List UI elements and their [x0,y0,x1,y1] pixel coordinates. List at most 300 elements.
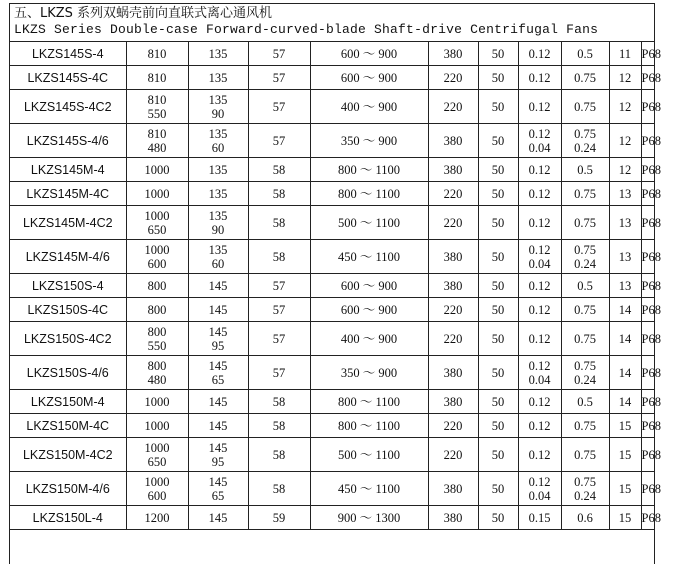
col2-cell [188,274,248,298]
col8-cell [561,42,609,66]
col5-cell: 380 [428,124,478,158]
cell-value: 0.5 [577,278,593,293]
col4-cell: 800 ～ 1100 [310,158,428,182]
col3-cell: 58 [248,158,310,182]
col10-cell: P68 [641,322,654,356]
cell-value: 0.75 [574,358,596,373]
col7-cell [518,206,561,240]
cell-value: 0.12 [528,99,551,114]
cell-value: 0.75 [574,126,596,141]
table-row [10,182,654,206]
col10-cell: P68 [641,506,654,530]
col10-cell: P68 [641,182,654,206]
col7-cell [518,182,561,206]
col6-cell: 50 [478,322,518,356]
col1-cell [126,90,188,124]
model-cell: LKZS145M-4/6 [10,240,126,274]
cell-value: 0.24 [574,372,596,387]
col3-cell: 58 [248,240,310,274]
model-cell: LKZS145S-4C [10,66,126,90]
col3-cell: 58 [248,182,310,206]
col9-cell: 12 [609,124,641,158]
col7-cell [518,158,561,182]
cell-value: 0.12 [528,302,551,317]
cell-value: 145 [208,418,228,433]
col1-cell [126,390,188,414]
model-cell: LKZS145M-4C [10,182,126,206]
col9-cell: 15 [609,438,641,472]
model-cell: LKZS150M-4C2 [10,438,126,472]
col6-cell: 50 [478,472,518,506]
col7-cell [518,42,561,66]
cell-value: 0.75 [574,99,596,114]
cell-value: 0.75 [574,70,596,85]
col2-cell [188,472,248,506]
cell-value: 1000 [144,186,170,201]
cell-value: 0.24 [574,256,596,271]
model-cell: LKZS150S-4 [10,274,126,298]
col8-cell [561,438,609,472]
model-cell: LKZS145S-4/6 [10,124,126,158]
cell-value: 810 [147,92,167,107]
col6-cell: 50 [478,124,518,158]
col9-cell: 14 [609,322,641,356]
col8-cell [561,274,609,298]
col6-cell: 50 [478,182,518,206]
cell-value: 0.75 [574,215,596,230]
col5-cell: 380 [428,42,478,66]
col10-cell: P68 [641,90,654,124]
title-chinese: 五、LKZS 系列双蜗壳前向直联式离心通风机 [14,6,273,21]
col8-cell [561,240,609,274]
cell-value: 0.12 [528,394,551,409]
col10-cell: P68 [641,158,654,182]
title-block [10,4,654,42]
col4-cell: 600 ～ 900 [310,66,428,90]
col8-cell [561,90,609,124]
col5-cell: 380 [428,274,478,298]
cell-value: 135 [208,126,228,141]
col6-cell: 50 [478,414,518,438]
cell-value: 810 [147,46,167,61]
col9-cell: 14 [609,356,641,390]
col4-cell: 350 ～ 900 [310,356,428,390]
col8-cell [561,472,609,506]
cell-value: 0.75 [574,331,596,346]
col2-cell [188,206,248,240]
cell-value: 1000 [144,418,170,433]
col7-cell [518,124,561,158]
col8-cell [561,390,609,414]
col9-cell: 11 [609,42,641,66]
col4-cell: 350 ～ 900 [310,124,428,158]
model-cell: LKZS150M-4/6 [10,472,126,506]
col7-cell [518,390,561,414]
table-row [10,414,654,438]
col3-cell: 58 [248,390,310,414]
model-cell: LKZS145M-4 [10,158,126,182]
cell-value: 145 [208,358,228,373]
table-row [10,206,654,240]
col4-cell: 800 ～ 1100 [310,182,428,206]
col3-cell: 57 [248,298,310,322]
model-cell: LKZS150M-4C [10,414,126,438]
col9-cell: 15 [609,506,641,530]
col4-cell: 500 ～ 1100 [310,206,428,240]
col7-cell [518,356,561,390]
table-row [10,356,654,390]
cell-value: 0.5 [577,162,593,177]
col3-cell: 57 [248,356,310,390]
model-cell: LKZS145S-4C2 [10,90,126,124]
col10-cell: P68 [641,390,654,414]
col6-cell: 50 [478,240,518,274]
cell-value: 800 [147,302,167,317]
cell-value: 0.75 [574,186,596,201]
cell-value: 0.12 [528,447,551,462]
model-cell: LKZS145M-4C2 [10,206,126,240]
col4-cell: 600 ～ 900 [310,42,428,66]
cell-value: 0.75 [574,418,596,433]
col6-cell: 50 [478,390,518,414]
cell-value: 135 [208,186,228,201]
cell-value: 0.75 [574,447,596,462]
cell-value: 0.15 [528,510,551,525]
cell-value: 0.04 [528,372,551,387]
cell-value: 650 [147,222,167,237]
col6-cell: 50 [478,438,518,472]
col4-cell: 600 ～ 900 [310,298,428,322]
cell-value: 1000 [144,440,170,455]
cell-value: 0.04 [528,140,551,155]
col10-cell: P68 [641,42,654,66]
cell-value: 800 [147,358,167,373]
cell-value: 0.5 [577,394,593,409]
col7-cell [518,298,561,322]
table-row [10,42,654,66]
cell-value: 650 [147,454,167,469]
cell-value: 810 [147,126,167,141]
cell-value: 0.5 [577,46,593,61]
col4-cell: 600 ～ 900 [310,274,428,298]
col6-cell: 50 [478,356,518,390]
col5-cell: 380 [428,158,478,182]
col4-cell: 800 ～ 1100 [310,390,428,414]
col1-cell [126,42,188,66]
cell-value: 1000 [144,242,170,257]
col2-cell [188,356,248,390]
col5-cell: 220 [428,66,478,90]
col1-cell [126,66,188,90]
col6-cell: 50 [478,298,518,322]
col1-cell [126,438,188,472]
col3-cell: 58 [248,414,310,438]
model-cell: LKZS145S-4 [10,42,126,66]
col7-cell [518,90,561,124]
col5-cell: 380 [428,390,478,414]
col6-cell: 50 [478,90,518,124]
cell-value: 600 [147,256,167,271]
model-cell: LKZS150S-4/6 [10,356,126,390]
col5-cell: 220 [428,322,478,356]
col5-cell: 220 [428,414,478,438]
col9-cell: 13 [609,206,641,240]
cell-value: 145 [208,394,228,409]
col10-cell: P68 [641,438,654,472]
cell-value: 0.24 [574,140,596,155]
col5-cell: 220 [428,438,478,472]
col9-cell: 15 [609,472,641,506]
table-row [10,158,654,182]
col5-cell: 380 [428,356,478,390]
col1-cell [126,356,188,390]
col1-cell [126,124,188,158]
col9-cell: 13 [609,240,641,274]
col9-cell: 13 [609,274,641,298]
col6-cell: 50 [478,506,518,530]
cell-value: 145 [208,324,228,339]
cell-value: 145 [208,474,228,489]
cell-value: 95 [211,454,225,469]
col8-cell [561,414,609,438]
cell-value: 0.04 [528,488,551,503]
col10-cell: P68 [641,472,654,506]
cell-value: 0.6 [577,510,593,525]
cell-value: 90 [211,222,225,237]
col1-cell [126,414,188,438]
cell-value: 60 [211,256,225,271]
cell-value: 0.12 [528,331,551,346]
spec-sheet [9,3,661,564]
col3-cell: 58 [248,472,310,506]
table-row [10,298,654,322]
cell-value: 0.75 [574,302,596,317]
cell-value: 0.12 [528,358,551,373]
col5-cell: 220 [428,206,478,240]
col9-cell: 12 [609,90,641,124]
cell-value: 1000 [144,208,170,223]
cell-value: 0.12 [528,186,551,201]
col5-cell: 220 [428,90,478,124]
table-row [10,506,654,530]
col7-cell [518,414,561,438]
col9-cell: 12 [609,66,641,90]
col8-cell [561,182,609,206]
fan-spec-table [10,42,661,530]
col10-cell: P68 [641,414,654,438]
col5-cell: 380 [428,472,478,506]
col5-cell: 380 [428,506,478,530]
model-cell: LKZS150L-4 [10,506,126,530]
col7-cell [518,472,561,506]
cell-value: 90 [211,106,225,121]
cell-value: 0.04 [528,256,551,271]
col3-cell: 57 [248,274,310,298]
cell-value: 0.12 [528,126,551,141]
col9-cell: 12 [609,158,641,182]
cell-value: 800 [147,324,167,339]
col3-cell: 58 [248,206,310,240]
cell-value: 0.12 [528,70,551,85]
cell-value: 95 [211,338,225,353]
table-row [10,240,654,274]
cell-value: 135 [208,92,228,107]
col10-cell: P68 [641,206,654,240]
cell-value: 0.75 [574,242,596,257]
col8-cell [561,356,609,390]
model-cell: LKZS150M-4 [10,390,126,414]
cell-value: 145 [208,510,228,525]
col2-cell [188,414,248,438]
col1-cell [126,158,188,182]
col10-cell: P68 [641,124,654,158]
col5-cell: 220 [428,298,478,322]
cell-value: 135 [208,162,228,177]
cell-value: 480 [147,372,167,387]
col7-cell [518,274,561,298]
col1-cell [126,506,188,530]
col7-cell [518,322,561,356]
col2-cell [188,438,248,472]
cell-value: 135 [208,46,228,61]
col2-cell [188,298,248,322]
col2-cell [188,322,248,356]
col2-cell [188,390,248,414]
col8-cell [561,206,609,240]
table-row [10,66,654,90]
cell-value: 0.12 [528,418,551,433]
col10-cell: P68 [641,240,654,274]
col2-cell [188,66,248,90]
col5-cell: 220 [428,182,478,206]
cell-value: 550 [147,338,167,353]
col6-cell: 50 [478,158,518,182]
cell-value: 145 [208,440,228,455]
cell-value: 800 [147,278,167,293]
cell-value: 0.75 [574,474,596,489]
col1-cell [126,322,188,356]
col2-cell [188,240,248,274]
cell-value: 550 [147,106,167,121]
col4-cell: 400 ～ 900 [310,322,428,356]
col4-cell: 900 ～ 1300 [310,506,428,530]
col1-cell [126,298,188,322]
col3-cell: 59 [248,506,310,530]
col8-cell [561,298,609,322]
cell-value: 1200 [144,510,170,525]
col7-cell [518,66,561,90]
col3-cell: 57 [248,66,310,90]
col6-cell: 50 [478,66,518,90]
col7-cell [518,438,561,472]
model-cell: LKZS150S-4C2 [10,322,126,356]
col5-cell: 380 [428,240,478,274]
cell-value: 0.12 [528,242,551,257]
table-row [10,390,654,414]
col4-cell: 500 ～ 1100 [310,438,428,472]
col3-cell: 57 [248,322,310,356]
col3-cell: 57 [248,124,310,158]
cell-value: 145 [208,278,228,293]
col3-cell: 57 [248,90,310,124]
col4-cell: 800 ～ 1100 [310,414,428,438]
col6-cell: 50 [478,274,518,298]
cell-value: 65 [211,488,225,503]
col10-cell: P68 [641,298,654,322]
model-cell: LKZS150S-4C [10,298,126,322]
cell-value: 0.12 [528,162,551,177]
col8-cell [561,66,609,90]
col1-cell [126,182,188,206]
col2-cell [188,90,248,124]
table-row [10,322,654,356]
col7-cell [518,240,561,274]
cell-value: 810 [147,70,167,85]
cell-value: 135 [208,70,228,85]
col4-cell: 450 ～ 1100 [310,472,428,506]
table-row [10,472,654,506]
col10-cell: P68 [641,356,654,390]
col6-cell: 50 [478,42,518,66]
col1-cell [126,472,188,506]
col2-cell [188,124,248,158]
cell-value: 60 [211,140,225,155]
cell-value: 135 [208,242,228,257]
col1-cell [126,274,188,298]
col10-cell: P68 [641,66,654,90]
cell-value: 1000 [144,474,170,489]
col4-cell: 450 ～ 1100 [310,240,428,274]
cell-value: 65 [211,372,225,387]
col2-cell [188,506,248,530]
title-english: LKZS Series Double-case Forward-curved-blade Shaft-drive Centrifugal Fans [14,22,599,37]
cell-value: 480 [147,140,167,155]
col10-cell: P68 [641,274,654,298]
cell-value: 145 [208,302,228,317]
table-row [10,90,654,124]
col9-cell: 13 [609,182,641,206]
col7-cell [518,506,561,530]
col3-cell: 57 [248,42,310,66]
table-row [10,124,654,158]
cell-value: 135 [208,208,228,223]
fan-spec-table-body [10,42,661,530]
cell-value: 0.24 [574,488,596,503]
table-row [10,438,654,472]
col1-cell [126,206,188,240]
cell-value: 0.12 [528,46,551,61]
cell-value: 1000 [144,162,170,177]
col8-cell [561,506,609,530]
col9-cell: 14 [609,298,641,322]
col2-cell [188,182,248,206]
cell-value: 0.12 [528,474,551,489]
col8-cell [561,158,609,182]
col9-cell: 15 [609,414,641,438]
table-row [10,274,654,298]
cell-value: 600 [147,488,167,503]
col6-cell: 50 [478,206,518,240]
col9-cell: 14 [609,390,641,414]
col2-cell [188,42,248,66]
col8-cell [561,124,609,158]
col4-cell: 400 ～ 900 [310,90,428,124]
col2-cell [188,158,248,182]
col3-cell: 58 [248,438,310,472]
cell-value: 1000 [144,394,170,409]
cell-value: 0.12 [528,215,551,230]
col8-cell [561,322,609,356]
